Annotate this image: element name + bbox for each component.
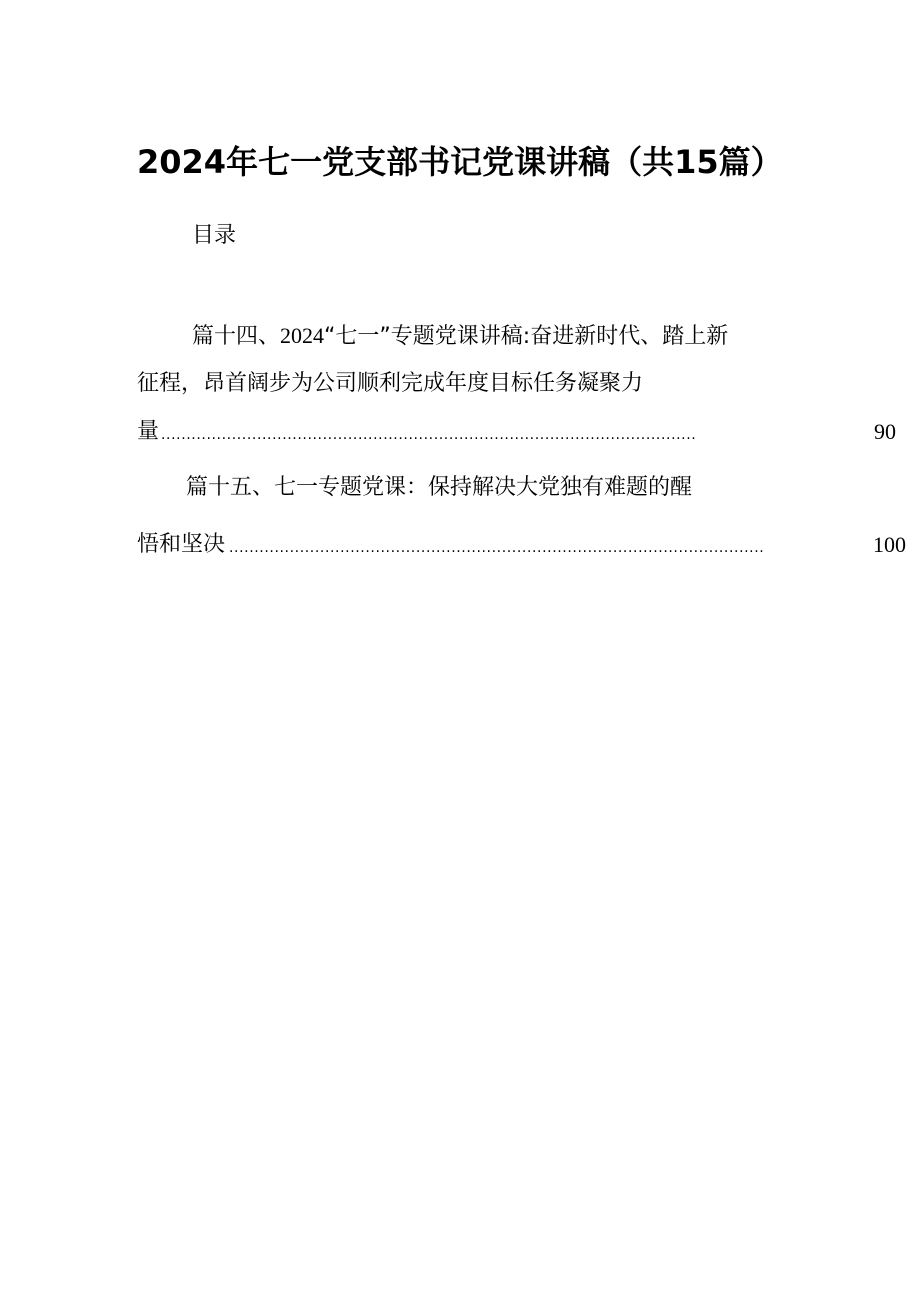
toc-entry-year: 2024 [280,323,325,348]
toc-page-number: 100 [873,532,906,557]
toc-entry-last-text: 悟和坚决 [137,532,226,557]
toc-entry-line: 征程，昂首阔步为公司顺利完成年度目标任务凝聚力 [137,371,644,396]
document-title: 2024年七一党支部书记党课讲稿（共15篇） [137,143,783,181]
toc-leader-dots: .......................................................................................................... [161,427,697,443]
toc-leader-dots: .......................................................................................................... [229,540,765,556]
toc-entry-line [192,321,728,352]
toc-page-number: 90 [874,419,896,444]
toc-entry-leader-row [137,417,896,447]
toc-entry-prefix: 篇十四、 [192,324,281,349]
toc-entry-line: 篇十五、七一专题党课：保持解决大党独有难题的醒 [186,475,693,500]
toc-heading: 目录 [192,223,237,248]
toc-entry-leader-row [137,530,906,560]
toc-entry-last-text: 量 [137,419,160,444]
toc-entry-title: “七一”专题党课讲稿:奋进新时代、踏上新 [324,324,729,349]
